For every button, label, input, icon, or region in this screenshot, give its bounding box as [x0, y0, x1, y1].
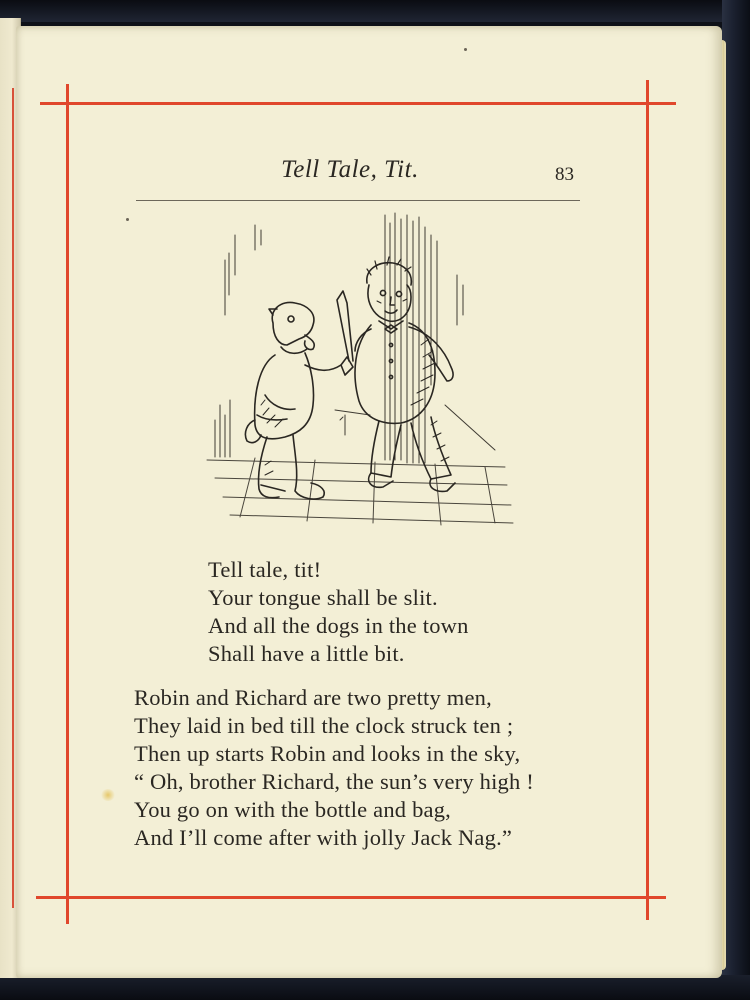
book-cover-right-edge	[722, 0, 750, 1000]
wall-hatching	[215, 213, 495, 463]
verse-tell-tale-tit	[208, 556, 469, 668]
man-figure	[355, 257, 455, 491]
verse-line: You go on with the bottle and bag,	[134, 797, 451, 822]
verse-line: Shall have a little bit.	[208, 641, 405, 666]
verse-line: And all the dogs in the town	[208, 613, 469, 638]
left-page-frame-line	[12, 88, 14, 908]
book-cover-top-edge	[0, 0, 750, 22]
running-title: Tell Tale, Tit.	[281, 156, 419, 183]
page-number: 83	[555, 164, 574, 185]
verse-line: Tell tale, tit!	[208, 557, 322, 582]
frame-rule-left	[66, 84, 69, 924]
floor-tiles	[207, 458, 513, 525]
book-cover-bottom-edge	[0, 975, 750, 1000]
verse-robin-and-richard	[134, 684, 534, 852]
paper-speck	[126, 218, 129, 221]
verse-line: Robin and Richard are two pretty men,	[134, 685, 492, 710]
illustration-dog-and-man	[195, 205, 520, 550]
frame-rule-right	[646, 80, 649, 920]
verse-line: Your tongue shall be slit.	[208, 585, 438, 610]
paper-stain	[101, 789, 115, 801]
verse-line: And I’ll come after with jolly Jack Nag.”	[134, 825, 513, 850]
verse-line: “ Oh, brother Richard, the sun’s very high !	[134, 769, 534, 794]
paper-speck	[464, 48, 467, 51]
verse-line: They laid in bed till the clock struck ten ;	[134, 713, 514, 738]
dog-figure	[245, 291, 353, 499]
verse-line: Then up starts Robin and looks in the sky,	[134, 741, 521, 766]
frame-rule-top	[40, 102, 676, 105]
frame-rule-bottom	[36, 896, 666, 899]
header-rule	[136, 200, 580, 201]
